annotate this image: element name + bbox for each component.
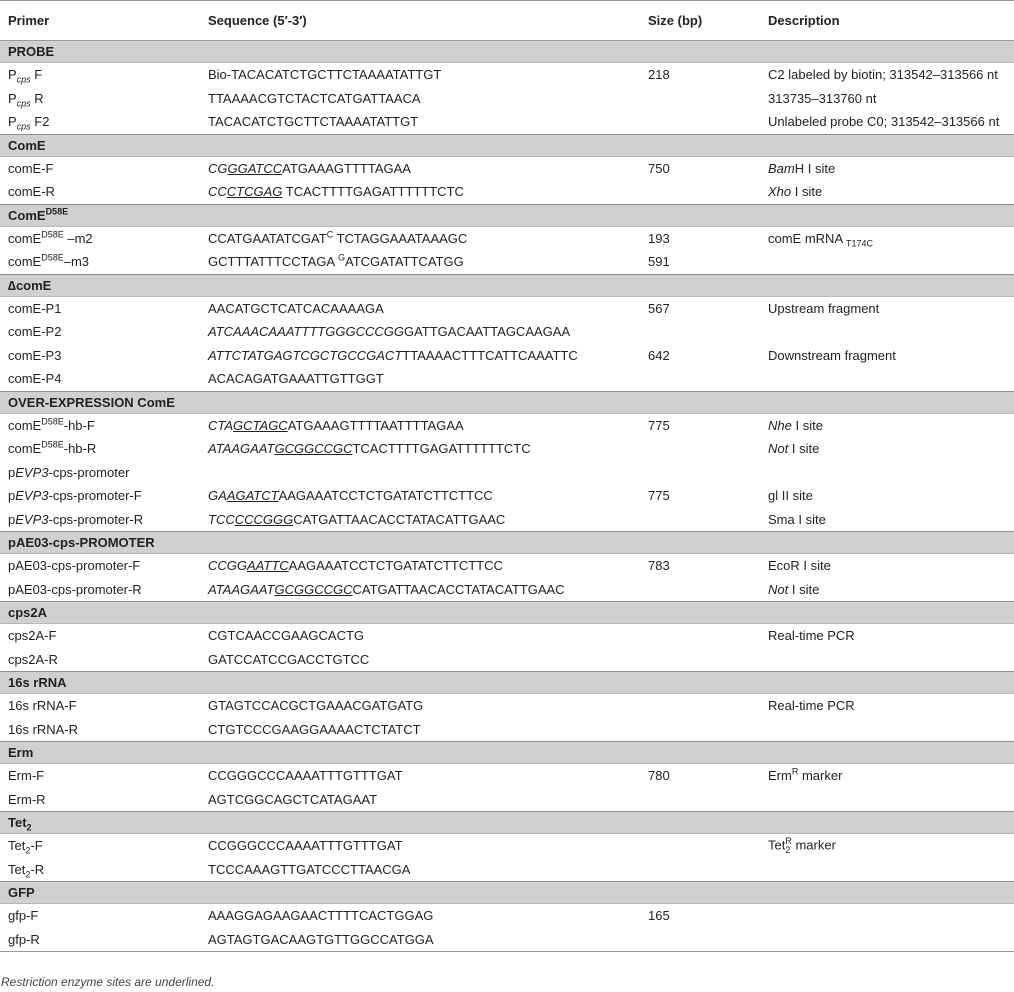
description: Real-time PCR [768, 698, 855, 714]
table-row [0, 694, 1014, 718]
section-row [0, 134, 1014, 156]
description: Downstream fragment [768, 347, 896, 363]
size [648, 320, 760, 344]
section-title: ∆comE [0, 274, 1014, 296]
table-row [0, 461, 1014, 485]
primer-name: pAE03-cps-promoter-F [8, 558, 141, 574]
size: 750 [648, 160, 670, 176]
size [648, 508, 760, 532]
header-description: Description [760, 1, 1014, 41]
sequence: GCTTTATTTCCTAGA $^G$ATCGATATTCATGG [208, 252, 464, 270]
sequence: ATAAGAATGCGGCCGCCATGATTAACACCTATACATTGAAC [208, 581, 565, 597]
sequence: CTAGCTAGCATGAAAGTTTTAATTTTAGAA [208, 417, 464, 433]
sequence: CCGGGCCCAAAATTTGTTTGAT [208, 838, 403, 854]
section-title: OVER-EXPRESSION ComE [0, 391, 1014, 413]
primer-name: pEVP3-cps-promoter [8, 464, 130, 480]
header-size: Size (bp) [648, 1, 760, 41]
description: C2 labeled by biotin; 313542–313566 nt [768, 67, 998, 83]
table-row [0, 484, 1014, 508]
section-row [0, 742, 1014, 764]
table-row [0, 413, 1014, 437]
table-row [0, 904, 1014, 928]
section-title: ComE [0, 134, 1014, 156]
size [648, 180, 760, 204]
description: Not I site [768, 581, 820, 597]
size [648, 718, 760, 742]
sequence: ATAAGAATGCGGCCGCTCACTTTTGAGATTTTTTCTC [208, 441, 531, 457]
header-primer: Primer [0, 1, 200, 41]
primer-name: 16s rRNA-F [8, 698, 77, 714]
table-row [0, 344, 1014, 368]
section-row [0, 672, 1014, 694]
section-title: 16s rRNA [0, 672, 1014, 694]
description [760, 367, 1014, 391]
sequence: CCGGGCCCAAAATTTGTTTGAT [208, 768, 403, 784]
section-title: ComE$^{D58E}$ [0, 204, 1014, 226]
description [760, 648, 1014, 672]
description: BamH I site [768, 160, 836, 176]
table-row [0, 110, 1014, 134]
description [760, 461, 1014, 485]
table-row [0, 367, 1014, 391]
table-row [0, 718, 1014, 742]
size [648, 858, 760, 882]
table-row [0, 624, 1014, 648]
size [648, 461, 760, 485]
sequence: CGTCAACCGAAGCACTG [208, 628, 365, 644]
table-row [0, 437, 1014, 461]
sequence: AACATGCTCATCACAAAAGA [208, 300, 384, 316]
table-row [0, 320, 1014, 344]
primer-name: Erm-F [8, 768, 45, 784]
table-row [0, 554, 1014, 578]
primer-name: comE-P3 [8, 347, 62, 363]
size [648, 928, 760, 952]
table-row [0, 578, 1014, 602]
description: comE mRNA $_{T174C}$ [768, 230, 874, 249]
size [648, 624, 760, 648]
description: Tet R 2 marker [768, 835, 836, 855]
section-title: pAE03-cps-PROMOTER [0, 532, 1014, 554]
table-row [0, 156, 1014, 180]
size [648, 648, 760, 672]
primer-name: cps2A-R [8, 651, 58, 667]
size [648, 788, 760, 812]
sequence: AGTCGGCAGCTCATAGAAT [208, 791, 378, 807]
primer-name: comE$^{D58E}$-hb-R [8, 439, 97, 457]
primer-name: comE$^{D58E}$ –m2 [8, 229, 93, 246]
primer-name: comE-P1 [8, 300, 62, 316]
section-title: PROBE [0, 41, 1014, 63]
table-row [0, 226, 1014, 250]
sequence [200, 461, 648, 485]
size [648, 87, 760, 111]
primer-name: cps2A-F [8, 628, 57, 644]
primer-name: comE-F [8, 160, 54, 176]
primer-name: comE-P2 [8, 324, 62, 340]
section-row [0, 812, 1014, 834]
description [760, 858, 1014, 882]
table-row [0, 296, 1014, 320]
header-sequence: Sequence (5′-3′) [200, 1, 648, 41]
table-footnote: Restriction enzyme sites are underlined. [1, 975, 215, 989]
sequence: AAAGGAGAAGAACTTTTCACTGGAG [208, 908, 434, 924]
section-row [0, 391, 1014, 413]
sequence: Bio-TACACATCTGCTTCTAAAATATTGT [208, 67, 442, 83]
sequence: GATCCATCCGACCTGTCC [208, 651, 370, 667]
section-title: Tet$_2$ [0, 812, 1014, 834]
table-row [0, 648, 1014, 672]
description: Sma I site [768, 511, 826, 527]
sequence: TCCCCCGGGCATGATTAACACCTATACATTGAAC [208, 511, 506, 527]
table-row [0, 87, 1014, 111]
primer-name: pEVP3-cps-promoter-R [8, 511, 144, 527]
table-row [0, 834, 1014, 858]
sequence: CCCTCGAG TCACTTTTGAGATTTTTTCTC [208, 184, 464, 200]
description [760, 320, 1014, 344]
description: Real-time PCR [768, 628, 855, 644]
table-row [0, 508, 1014, 532]
primer-name: $P_{cps}$ R [8, 90, 44, 109]
description [760, 928, 1014, 952]
size: 642 [648, 347, 670, 363]
size: 591 [648, 254, 670, 270]
primer-name: Tet$_2$-R [8, 861, 45, 880]
sequence: CGGGATCCATGAAAGTTTTAGAA [208, 160, 411, 176]
section-row [0, 882, 1014, 904]
primer-name: pAE03-cps-promoter-R [8, 581, 142, 597]
table-row [0, 858, 1014, 882]
section-row [0, 602, 1014, 624]
primer-name: comE$^{D58E}$-hb-F [8, 416, 95, 433]
primer-name: comE$^{D58E}$–m3 [8, 252, 90, 270]
description: Not I site [768, 441, 820, 457]
sequence: TACACATCTGCTTCTAAAATATTGT [208, 114, 419, 130]
size [648, 834, 760, 858]
size [648, 110, 760, 134]
description [760, 788, 1014, 812]
section-row [0, 532, 1014, 554]
sequence: ACACAGATGAAATTGTTGGT [208, 371, 384, 387]
description: Xho I site [768, 184, 823, 200]
primer-name: Tet$_2$-F [8, 838, 43, 856]
table-header-row [0, 1, 1014, 41]
sequence: CCGGAATTCAAGAAATCCTCTGATATCTTCTTCC [208, 558, 503, 574]
size [648, 578, 760, 602]
size: 193 [648, 230, 670, 246]
size: 775 [648, 488, 670, 504]
primer-name: 16s rRNA-R [8, 721, 79, 737]
description: Nhe I site [768, 417, 823, 433]
section-title: Erm [0, 742, 1014, 764]
primer-name: gfp-F [8, 908, 39, 924]
description [760, 904, 1014, 928]
table-row [0, 764, 1014, 788]
description: gl II site [768, 488, 813, 504]
primer-name: $P_{cps}$ F2 [8, 114, 50, 132]
sequence: CTGTCCCGAAGGAAAACTCTATCT [208, 721, 421, 737]
description: EcoR I site [768, 558, 831, 574]
size: 218 [648, 67, 670, 83]
primer-name: comE-P4 [8, 371, 62, 387]
section-row [0, 274, 1014, 296]
primer-name: $P_{cps}$ F [8, 67, 43, 85]
sequence: GAAGATCTAAGAAATCCTCTGATATCTTCTTCC [208, 488, 493, 504]
sequence: TTAAAACGTCTACTCATGATTAACA [208, 90, 421, 106]
size [648, 694, 760, 718]
sequence: ATCAAACAAATTTTGGGCCCGGGATTGACAATTAGCAAGAA [208, 324, 571, 340]
sequence: AGTAGTGACAAGTGTTGGCCATGGA [200, 928, 648, 952]
size: 775 [648, 417, 670, 433]
table-row [0, 928, 1014, 952]
table-row [0, 788, 1014, 812]
sequence: ATTCTATGAGTCGCTGCCGACTTTAAAACTTTCATTCAAATTC [208, 347, 578, 363]
section-row [0, 41, 1014, 63]
size: 567 [648, 300, 670, 316]
primer-name: comE-R [8, 184, 55, 200]
description: Upstream fragment [768, 300, 880, 316]
size: 165 [648, 908, 670, 924]
section-title: GFP [0, 882, 1014, 904]
description: Erm$^R$ marker [768, 766, 843, 784]
size [648, 367, 760, 391]
table-row [0, 250, 1014, 274]
primer-name: gfp-R [0, 928, 200, 952]
table-row [0, 63, 1014, 87]
size [648, 437, 760, 461]
sequence: TCCCAAAGTTGATCCCTTAACGA [208, 861, 411, 877]
primer-name: pEVP3-cps-promoter-F [8, 488, 142, 504]
sequence: $CCATGAATATCGAT^C$ TCTAGGAAATAAAGC [208, 229, 468, 246]
size: 783 [648, 558, 670, 574]
section-row [0, 204, 1014, 226]
primer-name: Erm-R [8, 791, 46, 807]
description [760, 718, 1014, 742]
sequence: GTAGTCCACGCTGAAACGATGATG [208, 698, 424, 714]
section-title: cps2A [0, 602, 1014, 624]
description: Unlabeled probe C0; 313542–313566 nt [768, 114, 1000, 130]
size: 780 [648, 768, 670, 784]
description [760, 250, 1014, 274]
description: 313735–313760 nt [768, 90, 877, 106]
table-row [0, 180, 1014, 204]
